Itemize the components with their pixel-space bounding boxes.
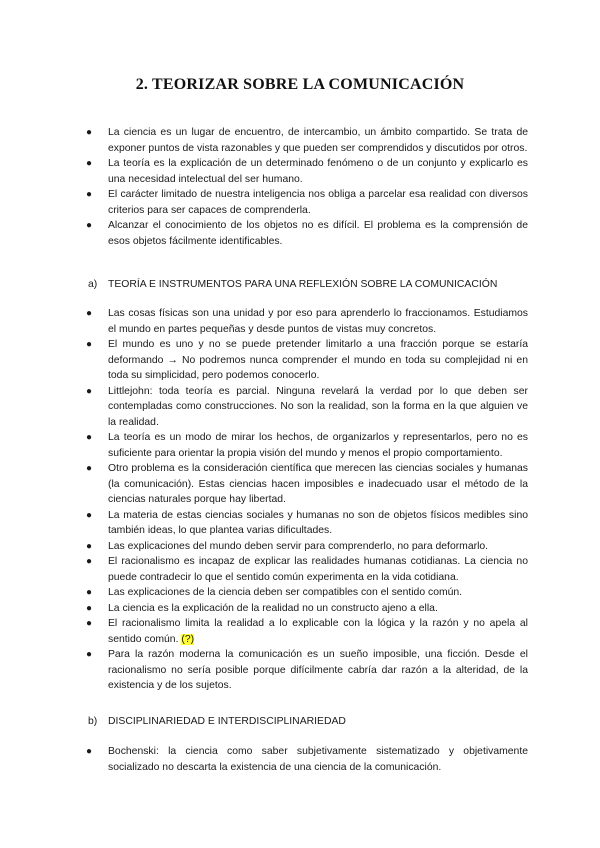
- bullet-icon: ●: [86, 127, 93, 138]
- bullet-icon: ●: [86, 540, 93, 552]
- bullet-icon: ●: [86, 339, 93, 350]
- bullet-icon: ●: [86, 602, 93, 614]
- bullet-icon: ●: [86, 220, 93, 231]
- bullet-icon: ●: [86, 509, 93, 521]
- section-a-label: a): [88, 279, 98, 290]
- section-b-title: DISCIPLINARIEDAD E INTERDISCIPLINARIEDAD: [108, 716, 346, 727]
- list-item-text: Las cosas físicas son una unidad y por eso para aprenderlo lo fraccionamos. Estudiamos el mundo en partes pequeñas y desde puntos de vistas muy concretos.: [108, 308, 528, 335]
- section-a-title: TEORÍA E INSTRUMENTOS PARA UNA REFLEXIÓN SOBRE LA COMUNICACIÓN: [108, 279, 498, 290]
- list-item-text: La teoría es la explicación de un determinado fenómeno o de un conjunto y explicarlo es una necesidad intelectual del ser humano.: [108, 158, 528, 185]
- list-item-text: Otro problema es la consideración científica que merecen las ciencias sociales y humanas (la comunicación). Estas ciencias hacen imposibles e inadecuado usar el método de la ciencias naturales porque hay libertad.: [108, 463, 528, 505]
- list-item-text: El carácter limitado de nuestra inteligencia nos obliga a parcelar esa realidad con diversos criterios para ser capaces de comprenderla.: [108, 189, 528, 216]
- bullet-icon: ●: [86, 463, 93, 474]
- list-item-text: La teoría es un modo de mirar los hechos, de organizarlos y representarlos, pero no es suficiente para orientar la propia visión del mundo y menos el propio comportamiento.: [108, 432, 528, 459]
- list-item-text: Alcanzar el conocimiento de los objetos no es difícil. El problema es la comprensión de esos objetos fácilmente identificables.: [108, 220, 528, 247]
- list-item: [0, 539, 600, 555]
- bullet-icon: ●: [86, 308, 93, 319]
- list-item-text: El mundo es uno y no se puede pretender limitarlo a una fracción porque se estaría deformando → No podremos nunca comprender el mundo en toda su complejidad ni en toda su simplicidad, pero podemos conocerlo.: [108, 339, 528, 381]
- list-item: [0, 125, 600, 156]
- bullet-list-section-b: [0, 744, 600, 775]
- bullet-icon: ●: [86, 556, 93, 567]
- list-item: [0, 430, 600, 461]
- bullet-icon: ●: [86, 432, 93, 443]
- list-item-text: Las explicaciones del mundo deben servir para comprenderlo, no para deformarlo.: [108, 540, 489, 552]
- bullet-icon: ●: [86, 649, 93, 660]
- bullet-icon: ●: [86, 587, 93, 598]
- list-item: [0, 306, 600, 337]
- list-item: [0, 337, 600, 384]
- list-item-text: Las explicaciones de la ciencia deben ser compatibles con el sentido común.: [108, 587, 463, 598]
- list-item: [0, 187, 600, 218]
- bullet-list-intro: [0, 125, 600, 249]
- list-item: [0, 156, 600, 187]
- page-title: 2. TEORIZAR SOBRE LA COMUNICACIÓN: [135, 76, 465, 93]
- list-item-text: El racionalismo es incapaz de explicar las realidades humanas cotidianas. La ciencia no puede contradecir lo que el sentido común experimenta en la vida cotidiana.: [108, 556, 528, 583]
- list-item-text: Bochenski: la ciencia como saber subjetivamente sistematizado y objetivamente socializado no descarta la existencia de una ciencia de la comunicación.: [108, 746, 528, 773]
- bullet-icon: ●: [86, 385, 93, 397]
- section-b-heading: [88, 714, 346, 730]
- list-item: [0, 601, 600, 617]
- list-item: [0, 384, 600, 431]
- section-b-label: b): [88, 716, 98, 727]
- list-item: [0, 647, 600, 694]
- list-item: [0, 461, 600, 508]
- section-a-heading: [88, 277, 497, 293]
- list-item-text: El racionalismo limita la realidad a lo explicable con la lógica y la razón y no apela al sentido común.: [108, 618, 528, 645]
- bullet-icon: ●: [86, 746, 93, 757]
- bullet-icon: ●: [86, 158, 93, 169]
- list-item-text: Littlejohn: toda teoría es parcial. Ninguna revelará la verdad por lo que deben ser contempladas como construcciones. No son la realidad, son la forma en la que alguien ve la realidad.: [108, 385, 528, 428]
- list-item: [0, 616, 600, 647]
- list-item-text: Para la razón moderna la comunicación es un sueño imposible, una ficción. Desde el racionalismo no sería posible porque difícilmente cabría dar razón a la alteridad, de la existencia y de los sujetos.: [108, 649, 528, 691]
- bullet-icon: ●: [86, 618, 93, 629]
- bullet-icon: ●: [86, 189, 93, 200]
- list-item-text: La materia de estas ciencias sociales y humanas no son de objetos físicos medibles sino también ideas, lo que plantea varias dificultades.: [108, 509, 528, 536]
- list-item: [0, 554, 600, 585]
- highlighted-note: (?): [181, 633, 195, 645]
- list-item: [0, 508, 600, 539]
- list-item: [0, 744, 600, 775]
- list-item: [0, 218, 600, 249]
- bullet-list-section-a: [0, 306, 600, 694]
- list-item-text: La ciencia es un lugar de encuentro, de intercambio, un ámbito compartido. Se trata de exponer puntos de vista razonables y que pueden ser comprendidos y discutidos por otros.: [108, 127, 528, 154]
- list-item: [0, 585, 600, 601]
- list-item-text: La ciencia es la explicación de la realidad no un constructo ajeno a ella.: [108, 602, 438, 614]
